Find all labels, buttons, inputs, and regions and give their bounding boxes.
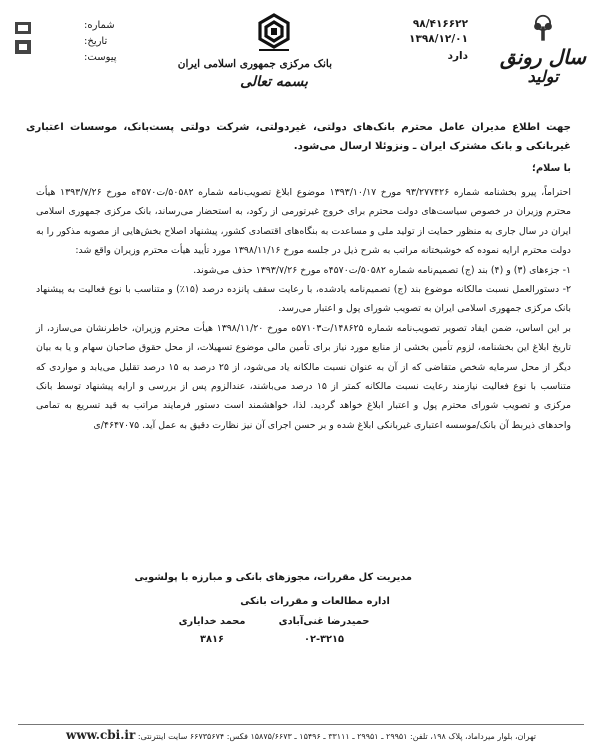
body-paragraph-1: احتراماً، پیرو بخشنامه شماره ۹۳/۲۷۷۴۲۶ مورخ ۱۳۹۳/۱۰/۱۷ موضوع ابلاغ تصویب‌نامه شماره ۵۰۵۸۲/ت۴۵۷۰ه مورخ ۱۳۹۳/۷/۲۶ هیأت محترم وزیران در خصوص سیاست‌های دولت محترم برای خروج غیرتورمی از رکود، به استحضار می‌رساند، بانک مرکزی جمهوری اسلامی ایران در سال جاری به منظور حمایت از تولید ملی و مساعدت به بنگاه‌های اقتصادی کشور، پیشنهاد اصلاح بخش‌هایی از مصوبه مذکور را به دولت محترم ارایه نموده که خوشبختانه مراتب به شرح ذیل در جلسه مورخ ۱۳۹۸/۱۱/۱۶ مورد تأیید هیأت محترم وزیران واقع شد:	[36, 187, 571, 257]
label-number: شماره:	[84, 20, 115, 31]
body-paragraph-4: بر این اساس، ضمن ایفاد تصویر تصویب‌نامه شماره ۱۴۸۶۲۵/ت۵۷۱۰۳ه مورخ ۱۳۹۸/۱۱/۲۰ هیأت محترم وزیران، خاطرنشان می‌سازد، از تاریخ ابلاغ این بخشنامه، لزوم تأمین بخشی از منابع مورد نیاز برای تأمین مالی موضوع تسهیلات، از محل حقوق صاحبان سهام و یا به بیان دیگر از محل سرمایه شخص متقاضی که از آن به عنوان نسبت مالکانه یاد می‌شود، از ۲۵ درصد به ۱۵ درصد تقلیل می‌یابد و مواردی که متناسب با نوع فعالیت نیازمند رعایت نسبت مالکانه کمتر از ۱۵ درصد می‌باشند، عندالزوم پس از بررسی و ارایه پیشنهاد توسط بانک مرکزی و تصویب شورای محترم پول و اعتبار ابلاغ خواهد گردید. لذا، خواهشمند است دستور فرمایند مراتب به قید تسریع به تمامی واحدهای ذیربط آن بانک/موسسه اعتباری غیربانکی ابلاغ شده و بر حسن اجرای آن نیز نظارت دقیق به عمل آید. ۴۶۴۷۰۷۵/ی	[36, 322, 571, 431]
year-slogan-logo	[497, 14, 589, 86]
salutation: با سلام؛	[532, 163, 571, 174]
bank-invocation: بسمه تعالی	[240, 74, 308, 90]
footer-address: تهران، بلوار میرداماد، پلاک ۱۹۸، تلفن: ۲۹۹۵۱ ـ ۲۹۹۵۱ ـ ۳۳۱۱۱ ـ ۱۵۴۹۶ ـ ۱۵۸۷۵/۶۶۷۳ فکس: ۶۶۷۳۵۶۷۴ سایت اینترنتی:	[137, 732, 536, 741]
body-paragraph-2: ۱- جزءهای (۳) و (۴) بند (ج) تصمیم‌نامه شماره ۵۰۵۸۲/ت۴۵۷۰ه مورخ ۱۳۹۳/۷/۲۶ حذف می‌شوند.	[193, 264, 571, 276]
bank-emblem-icon	[253, 12, 295, 56]
letter-number: ۹۸/۴۱۶۶۲۲	[412, 18, 468, 30]
footer-divider	[18, 724, 584, 725]
signature-dept2: اداره مطالعات و مقررات بانکی	[240, 596, 390, 607]
bank-name: بانک مرکزی جمهوری اسلامی ایران	[177, 58, 332, 70]
letter-meta-values	[404, 17, 468, 64]
letter-attachment: دارد	[447, 50, 468, 62]
footer-website: www.cbi.ir	[66, 728, 136, 742]
letter-date: ۱۳۹۸/۱۲/۰۱	[409, 33, 468, 45]
letter-body	[36, 183, 571, 435]
barcode-icon	[14, 20, 32, 66]
signatory-left-name: محمد خدایاری	[178, 616, 246, 627]
body-paragraph-3: ۲- دستورالعمل نسبت مالکانه موضوع بند (ج) تصمیم‌نامه یادشده، با رعایت سقف پانزده درصد (۱۵٪) و متناسب با نوع فعالیت به پیشنهاد بانک مرکزی جمهوری اسلامی ایران به تصویب شورای پول و اعتبار می‌رسد.	[36, 284, 571, 315]
signatory-right-name: حمیدرضا غنی‌آبادی	[278, 616, 370, 627]
signatory-left-code: ۳۸۱۶	[200, 634, 224, 645]
footer	[18, 728, 584, 742]
signatory-right-code: ۰۲-۳۲۱۵	[304, 634, 344, 645]
logo-right-line1: سال رونق	[500, 45, 586, 69]
tree-logo-icon	[526, 14, 560, 46]
label-attachment: پیوست:	[84, 52, 117, 63]
label-date: تاریخ:	[84, 36, 108, 47]
recipients-intro: جهت اطلاع مدیران عامل محترم بانک‌های دولتی، غیردولتی، شرکت دولتی پست‌بانک، موسسات اعتباری غیربانکی و بانک مشترک ایران ـ ونزوئلا ارسال می‌شود.	[26, 122, 571, 152]
signature-dept1: مدیریت کل مقررات، مجوزهای بانکی و مبارزه با پولشویی	[134, 572, 412, 583]
letter-meta	[14, 18, 124, 78]
logo-right-line2: تولید	[527, 67, 559, 86]
